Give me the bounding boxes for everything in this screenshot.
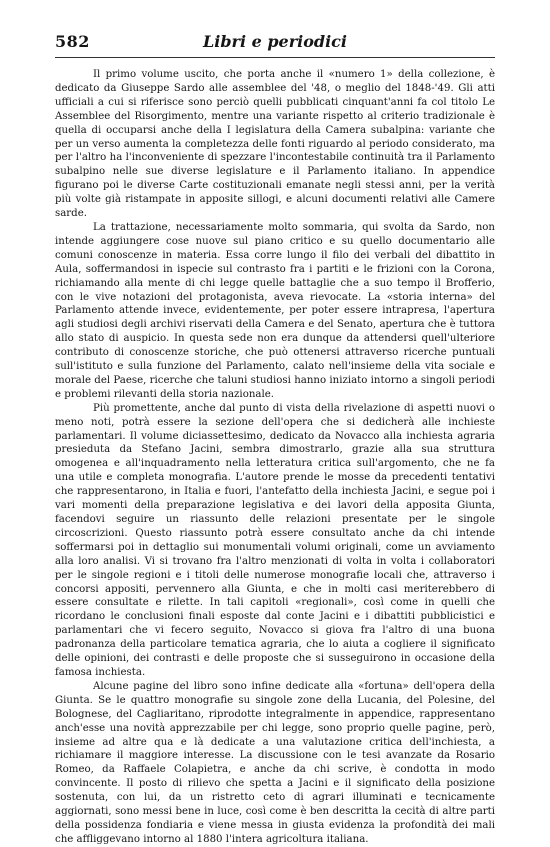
page-header (55, 32, 495, 58)
paragraph: La trattazione, necessariamente molto sommaria, qui svolta da Sardo, non intende aggiungere cose nuove sul piano critico e su quello documentario alle comuni conoscenze in materia. Essa corre lungo il filo dei verbali del dibattito in Aula, soffermandosi in ispecie sul contrasto fra i partiti e le frizioni con la Corona, richiamando alla mente di chi legge quelle battaglie che a suo tempo il Brofferio, con le vive notazioni del protagonista, aveva rievocate. La «storia interna» del Parlamento attende invece, evidentemente, per poter essere intrapresa, l'apertura agli studiosi degli archivi riservati della Camera e del Senato, apertura che è tuttora allo stato di auspicio. In questa sede non era dunque da attendersi quell'ulteriore contributo di conoscenze storiche, che può ottenersi attraverso ricerche puntuali sull'istituto e sulla funzione del Parlamento, calato nell'insieme della vita sociale e morale del Paese, ricerche che taluni studiosi hanno iniziato intorno a singoli periodi e problemi rilevanti della storia nazionale. (55, 221, 495, 400)
paragraph: Più promettente, anche dal punto di vista della rivelazione di aspetti nuovi o meno noti, potrà essere la sezione dell'opera che si dedicherà alle inchieste parlamentari. Il volume diciassettesimo, dedicato da Novacco alla inchiesta agraria presieduta da Stefano Jacini, sembra dimostrarlo, grazie alla sua struttura omogenea e all'inquadramento nella letteratura critica sull'argomento, che ne fa una utile e completa monografia. L'autore prende le mosse da precedenti tentativi che rappresentarono, in Italia e fuori, l'antefatto della inchiesta Jacini, e segue poi i vari momenti della preparazione legislativa e dei lavori della apposita Giunta, facendovi seguire un riassunto delle relazioni presentate per le singole circoscrizioni. Questo riassunto potrà essere consultato anche da chi intende soffermarsi poi in dettaglio sui monumentali volumi originali, come un avviamento alla loro analisi. Vi si trovano fra l'altro menzionati di volta in volta i collaboratori per le singole regioni e i titoli delle numerose monografie locali che, attraverso i concorsi appositi, pervennero alla Giunta, e che in molti casi meriterebbero di essere consultate e rilette. In tali capitoli «regionali», così come in quelli che ricordano le conclusioni finali esposte dal conte Jacini e i dibattiti pubblicistici e parlamentari che vi fecero seguito, Novacco si giova fra l'altro di una buona padronanza della particolare tematica agraria, che lo aiuta a cogliere il significato delle opinioni, dei contrasti e delle proposte che si susseguirono in occasione della famosa inchiesta. (55, 402, 495, 678)
paragraph: Il primo volume uscito, che porta anche il «numero 1» della collezione, è dedicato da Giuseppe Sardo alle assemblee del '48, o meglio del 1848-'49. Gli atti ufficiali a cui si riferisce sono perciò quelli pubblicati cinquant'anni fa col titolo Le Assemblee del Risorgimento, mentre una variante rispetto al criterio tradizionale è quella di occuparsi anche della I legislatura della Camera subalpina: variante che per un verso aumenta la completezza delle fonti riguardo al periodo considerato, ma per l'altro ha l'inconveniente di spezzare l'incontestabile continuità tra il Parlamento subalpino nelle sue diverse legislature e il Parlamento italiano. In appendice figurano poi le diverse Carte costituzionali emanate negli stessi anni, per la verità più volte già ristampate in apposite sillogi, e alcuni documenti relativi alle Camere sarde. (55, 69, 495, 220)
paragraph: Alcune pagine del libro sono infine dedicate alla «fortuna» dell'opera della Giunta. Se le quattro monografie su singole zone della Lucania, del Polesine, del Bolognese, del Cagliaritano, riprodotte integralmente in appendice, rappresentano anch'esse una novità apprezzabile per chi legge, sono proprio quelle pagine, però, insieme ad altre qua e là dedicate a una valutazione critica dell'inchiesta, a richiamare il maggiore interesse. La discussione con le tesi avanzate da Rosario Romeo, da Raffaele Colapietra, e anche da chi scrive, è condotta in modo convincente. Il posto di rilievo che spetta a Jacini e il significato della posizione sostenuta, con lui, da un ristretto ceto di agrari illuminati e tecnicamente aggiornati, sono messi bene in luce, così come è ben descritta la cecità di altre parti della possidenza fondiaria e viene messa in giusta evidenza la profondità dei mali che affliggevano intorno al 1880 l'intera agricoltura italiana. (55, 680, 495, 845)
running-head: Libri e periodici (203, 32, 347, 51)
header-rule (55, 57, 495, 58)
page-number: 582 (55, 32, 90, 51)
article-body (55, 68, 495, 847)
